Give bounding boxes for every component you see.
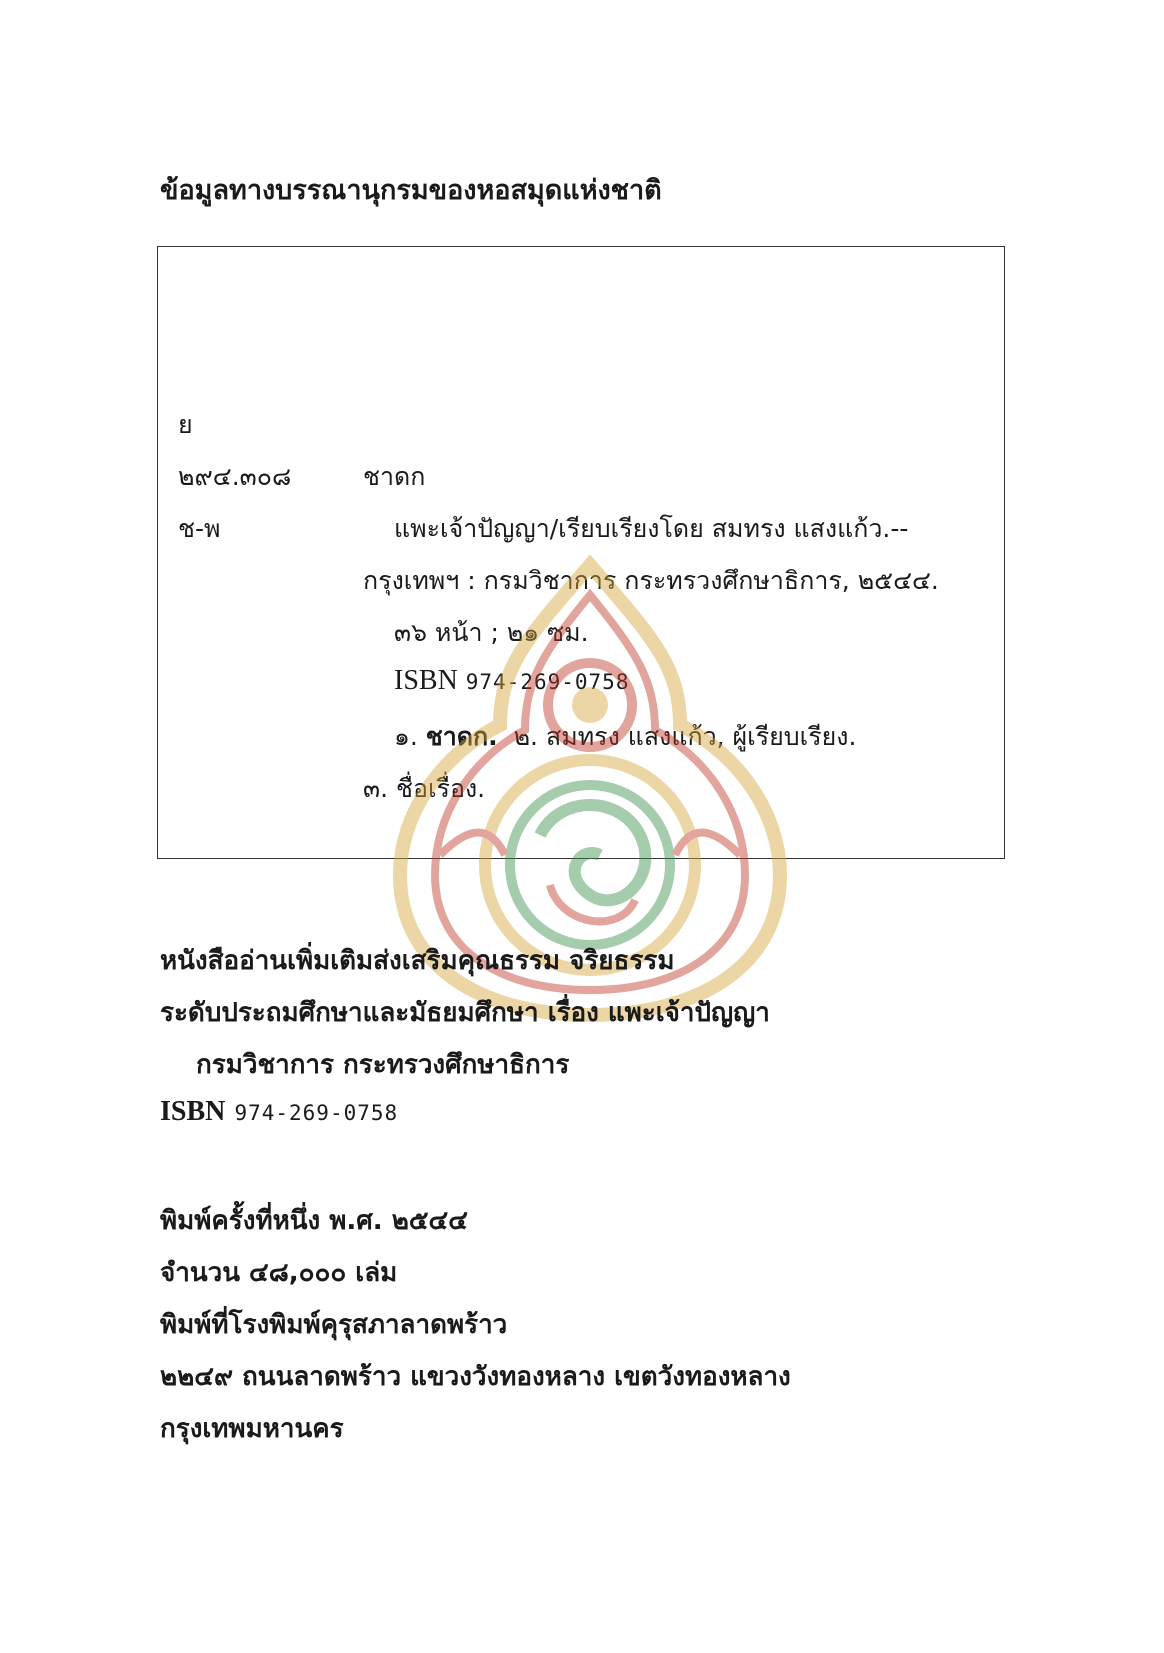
book-isbn-label: ISBN bbox=[160, 1096, 226, 1127]
cip-isbn bbox=[394, 665, 629, 697]
tracing-2: สมทรง แสงแก้ว, ผู้เรียบเรียง. bbox=[545, 722, 857, 751]
cip-ya: ย bbox=[178, 410, 193, 439]
subject-heading: ชาดก bbox=[363, 462, 426, 491]
print-edition: พิมพ์ครั้งที่หนึ่ง พ.ศ. ๒๕๔๔ bbox=[160, 1206, 468, 1236]
tracings-line-2 bbox=[363, 769, 485, 809]
tracing-3: ชื่อเรื่อง. bbox=[396, 774, 486, 803]
cip-record-box bbox=[157, 246, 1005, 859]
book-description-line-2: ระดับประถมศึกษาและมัธยมศึกษา เรื่อง แพะเจ้าปัญญา bbox=[160, 998, 770, 1028]
book-isbn bbox=[160, 1096, 398, 1128]
tracing-number-2: ๒. bbox=[513, 722, 538, 751]
call-number: ๒๙๔.๓๐๘ bbox=[178, 462, 292, 491]
tracings-line bbox=[394, 717, 856, 757]
publication-info: กรุงเทพฯ : กรมวิชาการ กระทรวงศึกษาธิการ, ๒๕๔๔. bbox=[363, 566, 939, 595]
tracing-number-3: ๓. bbox=[363, 774, 389, 803]
printer-address: ๒๒๔๙ ถนนลาดพร้าว แขวงวังทองหลาง เขตวังทองหลาง bbox=[160, 1362, 791, 1392]
title-statement: แพะเจ้าปัญญา/เรียบเรียงโดย สมทรง แสงแก้ว.-- bbox=[394, 514, 909, 543]
tracing-number-1: ๑. bbox=[394, 722, 418, 751]
book-description-line-1: หนังสืออ่านเพิ่มเติมส่งเสริมคุณธรรม จริยธรรม bbox=[160, 946, 675, 976]
author-mark: ช-พ bbox=[178, 514, 221, 543]
printer-name: พิมพ์ที่โรงพิมพ์คุรุสภาลาดพร้าว bbox=[160, 1310, 508, 1340]
tracing-1: ชาดก. bbox=[425, 722, 498, 751]
print-quantity: จำนวน ๔๘,๐๐๐ เล่ม bbox=[160, 1258, 398, 1288]
cip-isbn-label: ISBN bbox=[394, 665, 458, 696]
page-heading: ข้อมูลทางบรรณานุกรมของหอสมุดแห่งชาติ bbox=[160, 175, 662, 206]
physical-description: ๓๖ หน้า ; ๒๑ ซม. bbox=[394, 618, 589, 647]
book-publisher: กรมวิชาการ กระทรวงศึกษาธิการ bbox=[196, 1050, 570, 1080]
book-isbn-value: 974-269-0758 bbox=[234, 1101, 399, 1125]
cip-isbn-value: 974-269-0758 bbox=[465, 670, 630, 694]
printer-city: กรุงเทพมหานคร bbox=[160, 1414, 344, 1444]
